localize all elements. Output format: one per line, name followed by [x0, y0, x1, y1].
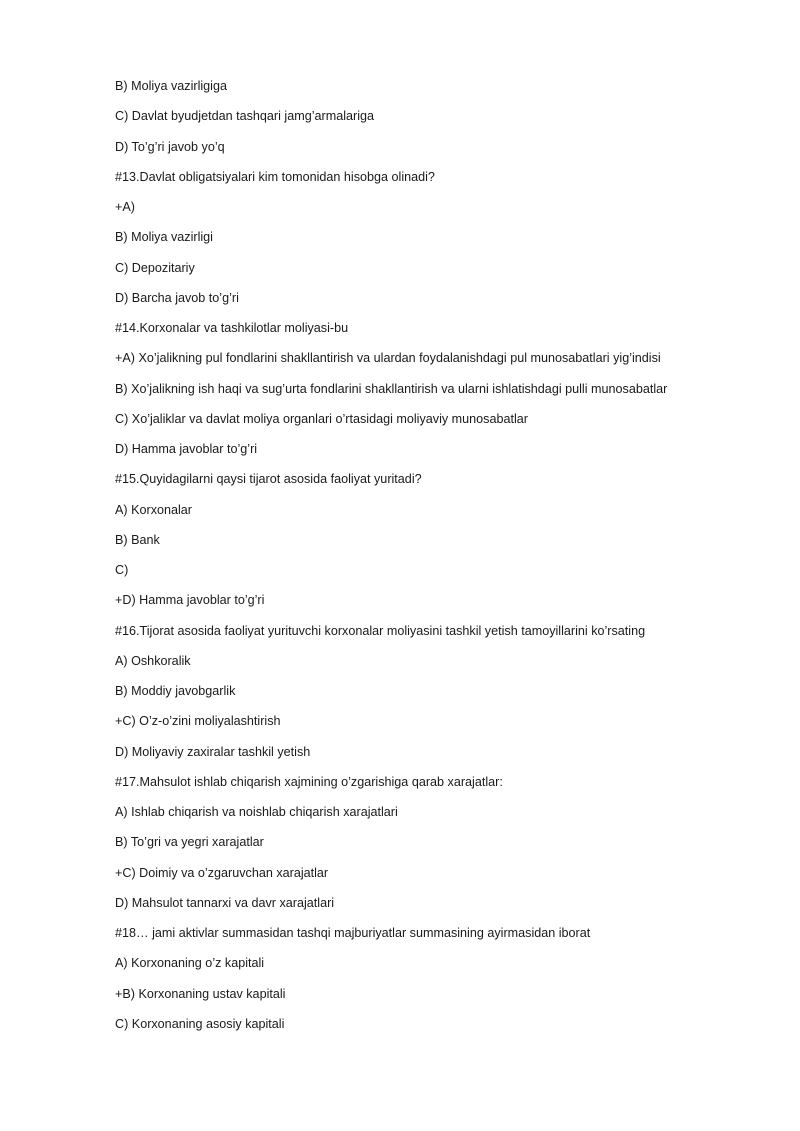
answer-option: B) Moliya vazirligiga: [115, 79, 227, 93]
answer-option: B) Bank: [115, 532, 160, 547]
answer-option-correct: +C) O’z-o’zini moliyalashtirish: [115, 714, 281, 729]
question-15: #15.Quyidagilarni qaysi tijarot asosida faoliyat yuritadi?: [115, 472, 422, 487]
question-16: #16.Tijorat asosida faoliyat yurituvchi korxonalar moliyasini tashkil yetish tamoyillarini ko’rsating: [115, 623, 646, 638]
answer-option: C): [115, 563, 129, 577]
answer-option: D) Hamma javoblar to’g’ri: [115, 442, 258, 456]
answer-option: A) Korxonaning o’z kapitali: [115, 956, 265, 971]
answer-option: A) Ishlab chiqarish va noishlab chiqarish xarajatlari: [115, 805, 398, 819]
answer-option: D) Mahsulot tannarxi va davr xarajatlari: [115, 895, 335, 910]
answer-option-correct: +D) Hamma javoblar to’g’ri: [115, 593, 265, 608]
question-17: #17.Mahsulot ishlab chiqarish xajmining o’zgarishiga qarab xarajatlar:: [115, 774, 503, 789]
answer-option: A) Korxonalar: [115, 502, 192, 517]
answer-option: B) Moliya vazirligi: [115, 230, 213, 245]
answer-option-correct: +C) Doimiy va o’zgaruvchan xarajatlar: [115, 865, 329, 880]
question-18: #18… jami aktivlar summasidan tashqi majburiyatlar summasining ayirmasidan iborat: [115, 926, 591, 940]
answer-option: D) Barcha javob to’g’ri: [115, 290, 239, 305]
answer-option: B) Moddiy javobgarlik: [115, 684, 236, 698]
answer-option: C) Korxonaning asosiy kapitali: [115, 1016, 285, 1031]
answer-option-correct: +A): [115, 200, 135, 214]
answer-option: A) Oshkoralik: [115, 653, 191, 668]
document-body: [115, 76, 755, 1044]
answer-option: D) Moliyaviy zaxiralar tashkil yetish: [115, 744, 311, 759]
question-13: #13.Davlat obligatsiyalari kim tomonidan hisobga olinadi?: [115, 169, 435, 184]
answer-option: B) To’gri va yegri xarajatlar: [115, 835, 264, 850]
answer-option-correct: +B) Korxonaning ustav kapitali: [115, 986, 286, 1001]
answer-option-correct: +A) Xo’jalikning pul fondlarini shakllantirish va ulardan foydalanishdagi pul munosabatlari yig’indisi: [115, 351, 661, 366]
answer-option: C) Davlat byudjetdan tashqari jamg’armalariga: [115, 109, 374, 124]
answer-option: C) Xo’jaliklar va davlat moliya organlari o’rtasidagi moliyaviy munosabatlar: [115, 411, 528, 426]
answer-option: B) Xo’jalikning ish haqi va sug’urta fondlarini shakllantirish va ularni ishlatishdagi pulli munosabatlar: [115, 381, 668, 396]
answer-option: D) To’g’ri javob yo’q: [115, 139, 225, 154]
answer-option: C) Depozitariy: [115, 260, 195, 275]
question-14: #14.Korxonalar va tashkilotlar moliyasi-bu: [115, 321, 349, 335]
